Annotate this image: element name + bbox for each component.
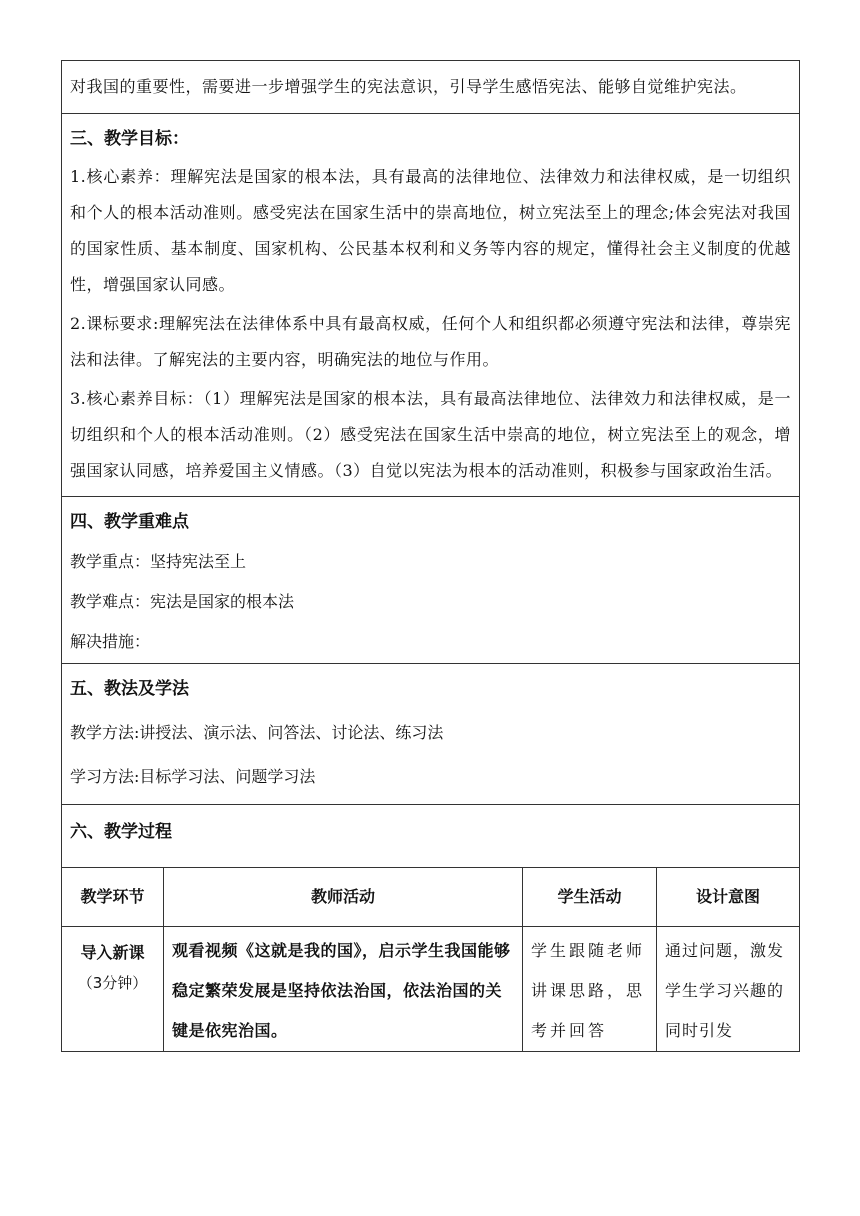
methods-row xyxy=(62,664,800,805)
design-intent-cell xyxy=(657,927,800,1052)
process-heading-cell xyxy=(62,805,800,868)
phase-name: 导入新课 xyxy=(80,943,145,962)
design-intent-text: 通过问题，激发学生学习兴趣的同时引发 xyxy=(665,941,785,1040)
intro-cell xyxy=(62,61,800,114)
intro-text: 对我国的重要性，需要进一步增强学生的宪法意识，引导学生感悟宪法、能够自觉维护宪法。 xyxy=(70,77,747,96)
table-row xyxy=(62,927,800,1052)
objectives-row xyxy=(62,114,800,497)
phase-cell xyxy=(62,927,164,1052)
objectives-cell xyxy=(62,114,800,497)
objective-item-1: 1.核心素养：理解宪法是国家的根本法，具有最高的法律地位、法律效力和法律权威，是一切组织和个人的根本活动准则。感受宪法在国家生活中的崇高地位，树立宪法至上的理念;体会宪法对我国的国家性质、基本制度、国家机构、公民基本权利和义务等内容的规定，懂得社会主义制度的优越性，增强国家认同感。 xyxy=(70,167,792,294)
section-heading-key-points: 四、教学重难点 xyxy=(70,512,189,532)
section-heading-process: 六、教学过程 xyxy=(70,822,172,842)
process-heading-row xyxy=(62,805,800,868)
methods-cell xyxy=(62,664,800,805)
measures-text: 解决措施： xyxy=(70,632,151,651)
section-heading-objectives: 三、教学目标： xyxy=(70,129,189,149)
section-heading-methods: 五、教法及学法 xyxy=(70,679,189,699)
lesson-plan-document xyxy=(61,60,799,1052)
key-points-row xyxy=(62,497,800,664)
objective-item-3: 3.核心素养目标：（1）理解宪法是国家的根本法，具有最高法律地位、法律效力和法律权威，是一切组织和个人的根本活动准则。（2）感受宪法在国家生活中崇高的地位，树立宪法至上的观念，增强国家认同感，培养爱国主义情感。（3）自觉以宪法为根本的活动准则，积极参与国家政治生活。 xyxy=(70,389,792,480)
process-header-row xyxy=(62,868,800,927)
intro-row xyxy=(62,61,800,114)
difficult-point-text: 教学难点：宪法是国家的根本法 xyxy=(70,592,295,611)
key-point-text: 教学重点：坚持宪法至上 xyxy=(70,552,247,571)
objective-item-2: 2.课标要求:理解宪法在法律体系中具有最高权威，任何个人和组织都必须遵守宪法和法律，尊崇宪法和法律。了解宪法的主要内容，明确宪法的地位与作用。 xyxy=(70,314,792,369)
phase-duration: （3分钟） xyxy=(77,974,148,992)
student-activity-text: 学生跟随老师讲课思路，思考并回答 xyxy=(531,941,646,1040)
column-header-design: 设计意图 xyxy=(657,868,800,927)
column-header-phase: 教学环节 xyxy=(62,868,164,927)
teaching-methods-text: 教学方法:讲授法、演示法、问答法、讨论法、练习法 xyxy=(70,723,444,742)
key-points-cell xyxy=(62,497,800,664)
teacher-activity-cell xyxy=(164,927,523,1052)
lesson-plan-table xyxy=(61,60,800,1052)
student-activity-cell xyxy=(523,927,657,1052)
column-header-student: 学生活动 xyxy=(523,868,657,927)
learning-methods-text: 学习方法:目标学习法、问题学习法 xyxy=(70,767,316,786)
teacher-activity-text: 观看视频《这就是我的国》，启示学生我国能够稳定繁荣发展是坚持依法治国，依法治国的关键是依宪治国。 xyxy=(172,941,511,1040)
column-header-teacher: 教师活动 xyxy=(164,868,523,927)
